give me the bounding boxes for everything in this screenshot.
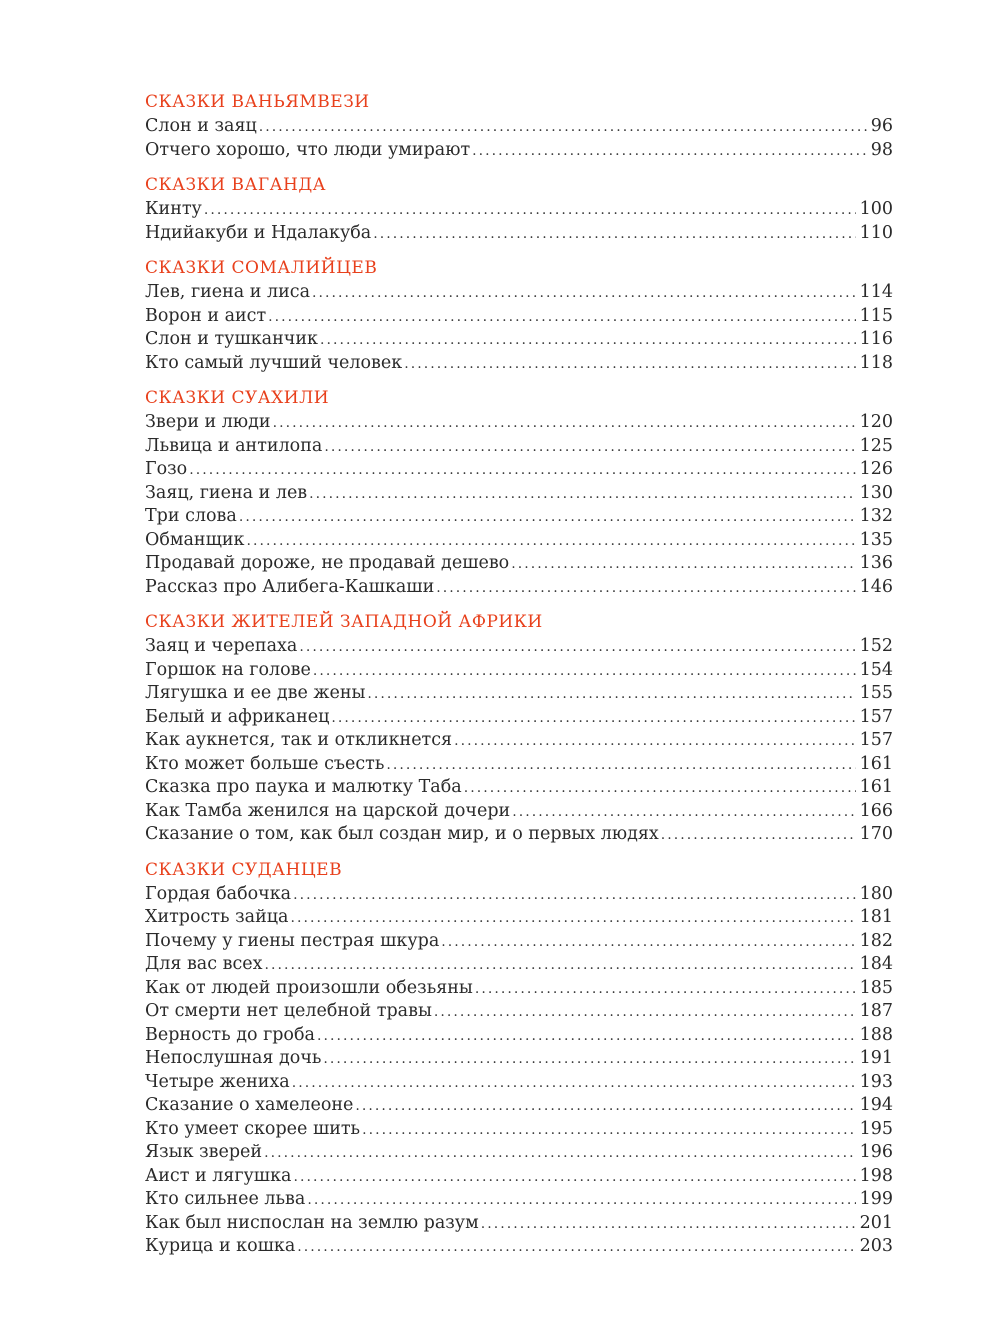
toc-entry[interactable] bbox=[145, 115, 893, 139]
dot-leader bbox=[511, 553, 855, 577]
entry-page-number: 136 bbox=[859, 553, 893, 573]
toc-entry[interactable] bbox=[145, 753, 893, 777]
entry-page-number: 135 bbox=[859, 529, 893, 550]
dot-leader bbox=[355, 1095, 855, 1119]
entry-title: Обманщик bbox=[145, 529, 245, 550]
entry-title: Как Тамба женился на царской дочери bbox=[145, 800, 511, 821]
toc-section bbox=[145, 173, 893, 245]
entry-page-number: 126 bbox=[859, 459, 893, 479]
entry-title: Лягушка и ее две жены bbox=[145, 683, 366, 703]
toc-entry[interactable] bbox=[145, 222, 893, 246]
entry-page-number: 196 bbox=[859, 1142, 893, 1162]
entry-title: Лев, гиена и лиса bbox=[145, 282, 311, 302]
dot-leader bbox=[189, 459, 855, 483]
entry-page-number: 98 bbox=[870, 139, 893, 160]
dot-leader bbox=[268, 306, 855, 330]
table-of-contents bbox=[145, 90, 893, 1259]
toc-entry[interactable] bbox=[145, 1188, 893, 1212]
toc-entry[interactable] bbox=[145, 1071, 893, 1095]
section-title: СКАЗКИ ВАНЬЯМВЕЗИ bbox=[145, 92, 370, 112]
toc-entry[interactable] bbox=[145, 281, 893, 305]
toc-entry[interactable] bbox=[145, 552, 893, 576]
toc-entry[interactable] bbox=[145, 906, 893, 930]
entry-title: Рассказ про Алибега-Кашкаши bbox=[145, 576, 435, 597]
entry-title: Белый и африканец bbox=[145, 706, 330, 727]
entry-title: Три слова bbox=[145, 506, 237, 526]
dot-leader bbox=[273, 412, 856, 436]
entry-title: Кто сильнее льва bbox=[145, 1189, 306, 1209]
toc-entry[interactable] bbox=[145, 1165, 893, 1189]
entry-title: Слон и заяц bbox=[145, 116, 257, 136]
entry-page-number: 161 bbox=[859, 777, 893, 797]
dot-leader bbox=[324, 436, 855, 460]
entry-title: Сказание о том, как был создан мир, и о первых людях bbox=[145, 824, 659, 844]
toc-section bbox=[145, 90, 893, 162]
section-title: СКАЗКИ СОМАЛИЙЦЕВ bbox=[145, 258, 378, 278]
section-title: СКАЗКИ СУДАНЦЕВ bbox=[145, 859, 343, 880]
entry-page-number: 180 bbox=[859, 883, 893, 904]
dot-leader bbox=[434, 1001, 856, 1025]
entry-title: Как аукнется, так и откликнется bbox=[145, 730, 453, 750]
dot-leader bbox=[307, 1189, 855, 1213]
entry-title: Аист и лягушка bbox=[145, 1165, 292, 1186]
dot-leader bbox=[441, 931, 855, 955]
toc-entry[interactable] bbox=[145, 1000, 893, 1024]
entry-page-number: 96 bbox=[870, 116, 893, 136]
dot-leader bbox=[323, 1048, 855, 1072]
dot-leader bbox=[512, 801, 855, 825]
entry-title: Гозо bbox=[145, 459, 188, 479]
toc-entry[interactable] bbox=[145, 576, 893, 600]
entry-title: Ворон и аист bbox=[145, 305, 267, 326]
toc-section bbox=[145, 610, 893, 847]
entry-page-number: 114 bbox=[859, 282, 893, 302]
toc-section bbox=[145, 256, 893, 375]
entry-title: Непослушная дочь bbox=[145, 1048, 322, 1068]
dot-leader bbox=[292, 1072, 856, 1096]
entry-title: Отчего хорошо, что люди умирают bbox=[145, 139, 471, 160]
dot-leader bbox=[386, 754, 855, 778]
entry-title: Кто умеет скорее шить bbox=[145, 1118, 361, 1139]
entry-title: Почему у гиены пестрая шкура bbox=[145, 930, 440, 951]
dot-leader bbox=[293, 1166, 855, 1190]
entry-page-number: 198 bbox=[859, 1165, 893, 1186]
entry-title: Ндийакуби и Ндалакуба bbox=[145, 222, 372, 243]
dot-leader bbox=[481, 1213, 856, 1237]
entry-page-number: 166 bbox=[859, 800, 893, 821]
toc-entry[interactable] bbox=[145, 635, 893, 659]
toc-entry[interactable] bbox=[145, 529, 893, 553]
entry-page-number: 132 bbox=[859, 506, 893, 526]
toc-entry[interactable] bbox=[145, 883, 893, 907]
toc-entry[interactable] bbox=[145, 458, 893, 482]
dot-leader bbox=[320, 329, 856, 353]
toc-entry[interactable] bbox=[145, 482, 893, 506]
entry-page-number: 146 bbox=[859, 576, 893, 597]
dot-leader bbox=[313, 660, 856, 684]
dot-leader bbox=[309, 483, 855, 507]
entry-page-number: 185 bbox=[859, 977, 893, 998]
toc-entry[interactable] bbox=[145, 505, 893, 529]
toc-entry[interactable] bbox=[145, 659, 893, 683]
entry-title: Заяц и черепаха bbox=[145, 636, 298, 656]
entry-page-number: 187 bbox=[859, 1001, 893, 1021]
section-title: СКАЗКИ ЖИТЕЛЕЙ ЗАПАДНОЙ АФРИКИ bbox=[145, 612, 543, 632]
toc-entry[interactable] bbox=[145, 800, 893, 824]
dot-leader bbox=[297, 1236, 855, 1260]
toc-entry[interactable] bbox=[145, 1094, 893, 1118]
entry-title: Сказание о хамелеоне bbox=[145, 1095, 354, 1115]
dot-leader bbox=[204, 199, 856, 223]
dot-leader bbox=[454, 730, 856, 754]
entry-title: Как от людей произошли обезьяны bbox=[145, 977, 473, 998]
entry-page-number: 155 bbox=[859, 683, 893, 703]
entry-title: Кинту bbox=[145, 199, 202, 219]
dot-leader bbox=[312, 282, 856, 306]
toc-entry[interactable] bbox=[145, 305, 893, 329]
entry-title: Львица и антилопа bbox=[145, 435, 323, 456]
entry-page-number: 194 bbox=[859, 1095, 893, 1115]
entry-page-number: 120 bbox=[859, 412, 893, 432]
entry-page-number: 100 bbox=[859, 199, 893, 219]
toc-entry[interactable] bbox=[145, 139, 893, 163]
dot-leader bbox=[464, 777, 856, 801]
entry-page-number: 199 bbox=[859, 1189, 893, 1209]
toc-entry[interactable] bbox=[145, 1212, 893, 1236]
entry-page-number: 203 bbox=[859, 1236, 893, 1256]
entry-title: Кто самый лучший человек bbox=[145, 352, 403, 373]
dot-leader bbox=[246, 530, 855, 554]
dot-leader bbox=[293, 884, 855, 908]
entry-title: Для вас всех bbox=[145, 954, 263, 974]
dot-leader bbox=[264, 1142, 856, 1166]
toc-entry[interactable] bbox=[145, 823, 893, 847]
dot-leader bbox=[264, 954, 855, 978]
entry-page-number: 170 bbox=[859, 824, 893, 844]
entry-page-number: 154 bbox=[859, 659, 893, 680]
dot-leader bbox=[239, 506, 856, 530]
dot-leader bbox=[661, 824, 856, 848]
dot-leader bbox=[331, 707, 855, 731]
toc-entry[interactable] bbox=[145, 977, 893, 1001]
dot-leader bbox=[436, 577, 855, 601]
entry-page-number: 188 bbox=[859, 1024, 893, 1045]
toc-entry[interactable] bbox=[145, 1118, 893, 1142]
entry-title: Слон и тушканчик bbox=[145, 329, 318, 349]
dot-leader bbox=[362, 1119, 856, 1143]
entry-title: Звери и люди bbox=[145, 412, 271, 432]
section-title: СКАЗКИ СУАХИЛИ bbox=[145, 388, 330, 408]
entry-title: Продавай дороже, не продавай дешево bbox=[145, 553, 510, 573]
entry-page-number: 181 bbox=[859, 907, 893, 927]
dot-leader bbox=[472, 140, 867, 164]
toc-entry[interactable] bbox=[145, 953, 893, 977]
entry-page-number: 182 bbox=[859, 930, 893, 951]
entry-title: Сказка про паука и малютку Таба bbox=[145, 777, 462, 797]
toc-entry[interactable] bbox=[145, 352, 893, 376]
dot-leader bbox=[299, 636, 855, 660]
entry-page-number: 125 bbox=[859, 435, 893, 456]
entry-title: Четыре жениха bbox=[145, 1071, 290, 1092]
dot-leader bbox=[373, 223, 855, 247]
entry-page-number: 115 bbox=[859, 305, 893, 326]
dot-leader bbox=[317, 1025, 856, 1049]
toc-entry[interactable] bbox=[145, 930, 893, 954]
entry-title: Курица и кошка bbox=[145, 1236, 296, 1256]
toc-entry[interactable] bbox=[145, 198, 893, 222]
entry-title: Горшок на голове bbox=[145, 659, 311, 680]
entry-title: От смерти нет целебной травы bbox=[145, 1001, 432, 1021]
entry-title: Гордая бабочка bbox=[145, 883, 292, 904]
toc-entry[interactable] bbox=[145, 1235, 893, 1259]
toc-section bbox=[145, 386, 893, 599]
entry-page-number: 184 bbox=[859, 954, 893, 974]
entry-page-number: 152 bbox=[859, 636, 893, 656]
entry-page-number: 193 bbox=[859, 1071, 893, 1092]
toc-entry[interactable] bbox=[145, 328, 893, 352]
toc-entry[interactable] bbox=[145, 706, 893, 730]
entry-title: Хитрость зайца bbox=[145, 907, 289, 927]
entry-page-number: 110 bbox=[859, 222, 893, 243]
dot-leader bbox=[475, 978, 856, 1002]
toc-section bbox=[145, 858, 893, 1259]
toc-entry[interactable] bbox=[145, 729, 893, 753]
toc-entry[interactable] bbox=[145, 776, 893, 800]
entry-page-number: 191 bbox=[859, 1048, 893, 1068]
toc-entry[interactable] bbox=[145, 1024, 893, 1048]
entry-page-number: 118 bbox=[859, 352, 893, 373]
toc-entry[interactable] bbox=[145, 1141, 893, 1165]
dot-leader bbox=[290, 907, 855, 931]
entry-page-number: 161 bbox=[859, 753, 893, 774]
entry-title: Заяц, гиена и лев bbox=[145, 482, 308, 503]
toc-entry[interactable] bbox=[145, 411, 893, 435]
entry-title: Как был ниспослан на землю разум bbox=[145, 1212, 479, 1233]
section-title: СКАЗКИ ВАГАНДА bbox=[145, 175, 327, 195]
entry-title: Верность до гроба bbox=[145, 1024, 315, 1045]
entry-page-number: 201 bbox=[859, 1212, 893, 1233]
entry-page-number: 130 bbox=[859, 482, 893, 503]
toc-entry[interactable] bbox=[145, 435, 893, 459]
entry-title: Язык зверей bbox=[145, 1142, 263, 1162]
toc-entry[interactable] bbox=[145, 682, 893, 706]
dot-leader bbox=[404, 353, 855, 377]
entry-page-number: 195 bbox=[859, 1118, 893, 1139]
dot-leader bbox=[259, 116, 867, 140]
entry-page-number: 116 bbox=[859, 329, 893, 349]
entry-title: Кто может больше съесть bbox=[145, 753, 385, 774]
toc-entry[interactable] bbox=[145, 1047, 893, 1071]
dot-leader bbox=[367, 683, 855, 707]
entry-page-number: 157 bbox=[859, 706, 893, 727]
entry-page-number: 157 bbox=[859, 730, 893, 750]
